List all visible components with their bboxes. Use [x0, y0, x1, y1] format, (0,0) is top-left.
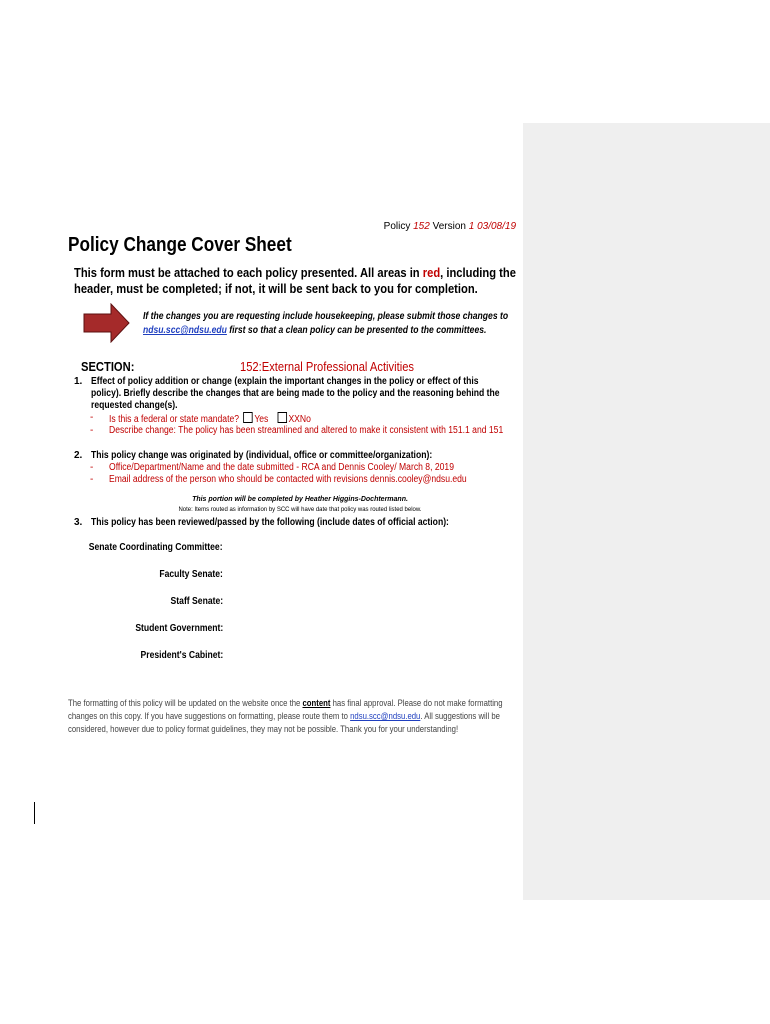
item-1-line: Effect of policy addition or change (explain the important changes in the policy or effect of this [91, 376, 479, 387]
approval-student-government: Student Government: [135, 623, 223, 634]
item-1-line: requested change(s). [91, 400, 178, 411]
content-word: content [302, 698, 331, 708]
intro-red-word: red [422, 265, 441, 280]
yes-checkbox[interactable] [243, 412, 252, 423]
footer-line-2: changes on this copy. If you have suggestions on formatting, please route them to ndsu.scc@ndsu.edu. All suggestions will be [68, 711, 500, 721]
section-value: 152:External Professional Activities [240, 359, 415, 374]
completion-note: This portion will be completed by Heather Higgins-Dochtermann. [192, 496, 408, 503]
right-arrow-icon [83, 303, 130, 343]
item-3-number: 3. [74, 517, 83, 528]
item-1-number: 1. [74, 376, 83, 387]
yes-label: Yes [254, 414, 269, 425]
document-title: Policy Change Cover Sheet [68, 234, 292, 256]
approval-presidents-cabinet: President's Cabinet: [140, 650, 223, 661]
routing-note: Note: Items routed as information by SCC will have date that policy was routed listed below. [178, 507, 422, 513]
originator-text: Office/Department/Name and the date submitted - RCA and Dennis Cooley/ March 8, 2019 [109, 462, 454, 473]
housekeeping-line-2-text: first so that a clean policy can be presented to the committees. [226, 325, 487, 336]
approval-staff-senate: Staff Senate: [170, 596, 223, 607]
item-1-line: policy). Briefly describe the changes that are being made to the policy and the reasoning behind the [91, 388, 500, 399]
item-3-text: This policy has been reviewed/passed by the following (include dates of official action): [91, 517, 449, 528]
contact-email-text: Email address of the person who should be contacted with revisions dennis.cooley@ndsu.edu [109, 474, 467, 485]
no-checkbox[interactable] [277, 412, 286, 423]
intro-instructions [74, 265, 516, 297]
housekeeping-line-2 [143, 324, 508, 338]
housekeeping-note [143, 310, 508, 338]
describe-change-text: Describe change: The policy has been streamlined and altered to make it consistent with 151.1 and 151 [109, 425, 504, 436]
text-cursor [34, 802, 35, 824]
mandate-question: Is this a federal or state mandate? [109, 414, 240, 425]
policy-label: Policy [383, 221, 411, 232]
item-2-number: 2. [74, 450, 83, 461]
scc-email-link[interactable]: ndsu.scc@ndsu.edu [143, 325, 227, 336]
approval-faculty-senate: Faculty Senate: [159, 569, 223, 580]
footer-line-3: considered, however due to policy format guidelines, they may not be possible. Thank you for your understanding! [68, 724, 459, 734]
section-label: SECTION: [81, 359, 135, 374]
footer-email-link[interactable]: ndsu.scc@ndsu.edu [350, 711, 421, 721]
approval-senate-coordinating: Senate Coordinating Committee: [89, 542, 223, 553]
footer-line-1: The formatting of this policy will be updated on the website once the content has final approval. Please do not make formatting [68, 698, 503, 708]
no-label: XXNo [288, 414, 311, 425]
intro-part-2: , including the [440, 265, 516, 280]
intro-line-1 [74, 265, 516, 281]
formatting-footer [68, 697, 503, 736]
policy-version-header [384, 221, 516, 232]
item-1-text [91, 376, 500, 412]
version-label: Version [432, 221, 466, 232]
intro-line-2: header, must be completed; if not, it will be sent back to you for completion. [74, 281, 478, 296]
housekeeping-line-1: If the changes you are requesting include housekeeping, please submit those changes to [143, 311, 509, 322]
intro-part-1: This form must be attached to each policy presented. All areas in [74, 265, 420, 280]
version-value: 1 03/08/19 [468, 221, 516, 232]
policy-number: 152 [413, 221, 430, 232]
item-2-text: This policy change was originated by (individual, office or committee/organization): [91, 450, 433, 461]
